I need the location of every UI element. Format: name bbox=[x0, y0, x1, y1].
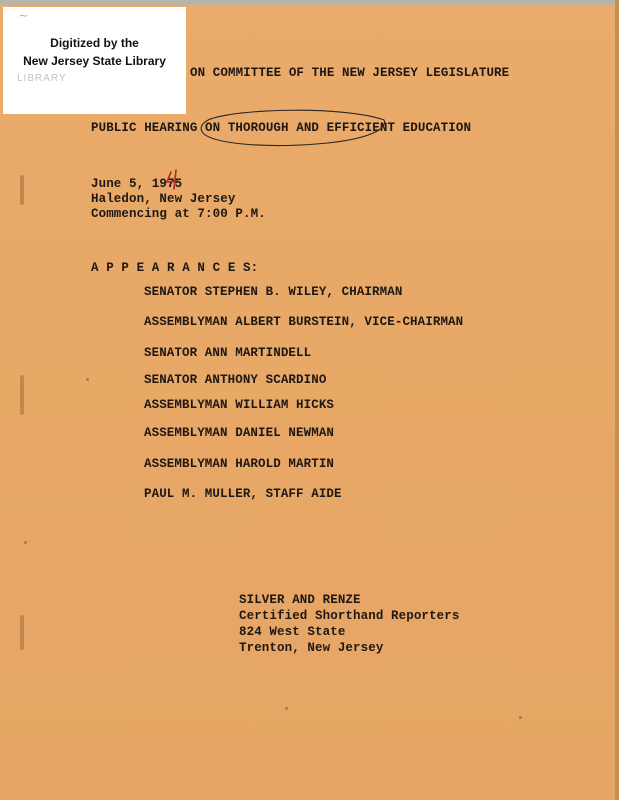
scan-edge-top bbox=[0, 0, 619, 5]
hearing-date: June 5, 1975 bbox=[91, 177, 183, 191]
stamp-line-2: New Jersey State Library bbox=[23, 54, 166, 68]
binding-hole bbox=[20, 375, 24, 415]
appearance-item: ASSEMBLYMAN WILLIAM HICKS bbox=[144, 398, 335, 412]
stamp-ghost-text: LIBRARY bbox=[17, 73, 67, 84]
reporter-city: Trenton, New Jersey bbox=[239, 641, 384, 655]
appearance-item: SENATOR ANN MARTINDELL bbox=[144, 346, 312, 360]
paper-speck bbox=[285, 707, 288, 710]
paper-speck bbox=[86, 378, 89, 381]
committee-title: ON COMMITTEE OF THE NEW JERSEY LEGISLATURE bbox=[190, 66, 510, 80]
paper-speck bbox=[519, 716, 522, 719]
reporter-address: 824 West State bbox=[239, 625, 346, 639]
handwritten-pencil-note: ~ bbox=[19, 9, 29, 22]
red-date-correction-mark bbox=[165, 169, 187, 191]
hearing-title: PUBLIC HEARING ON THOROUGH AND EFFICIENT EDUCATION bbox=[91, 121, 472, 135]
hearing-location: Haledon, New Jersey bbox=[91, 192, 236, 206]
paper-speck bbox=[24, 541, 27, 544]
appearance-item: PAUL M. MULLER, STAFF AIDE bbox=[144, 487, 342, 501]
binding-hole bbox=[20, 175, 24, 205]
reporter-firm-title: Certified Shorthand Reporters bbox=[239, 609, 460, 623]
binding-hole bbox=[20, 615, 24, 650]
hand-drawn-circle-annotation bbox=[196, 106, 388, 152]
stamp-line-1: Digitized by the bbox=[50, 36, 139, 50]
appearance-item: ASSEMBLYMAN HAROLD MARTIN bbox=[144, 457, 335, 471]
scan-edge-right bbox=[615, 0, 619, 800]
appearance-item: ASSEMBLYMAN ALBERT BURSTEIN, VICE-CHAIRMAN bbox=[144, 315, 464, 329]
appearance-item: SENATOR ANTHONY SCARDINO bbox=[144, 373, 327, 387]
hearing-time: Commencing at 7:00 P.M. bbox=[91, 207, 266, 221]
appearance-item: SENATOR STEPHEN B. WILEY, CHAIRMAN bbox=[144, 285, 403, 299]
appearance-item: ASSEMBLYMAN DANIEL NEWMAN bbox=[144, 426, 335, 440]
digitization-stamp bbox=[3, 7, 186, 114]
appearances-heading: A P P E A R A N C E S: bbox=[91, 261, 259, 275]
reporter-firm-name: SILVER AND RENZE bbox=[239, 593, 361, 607]
